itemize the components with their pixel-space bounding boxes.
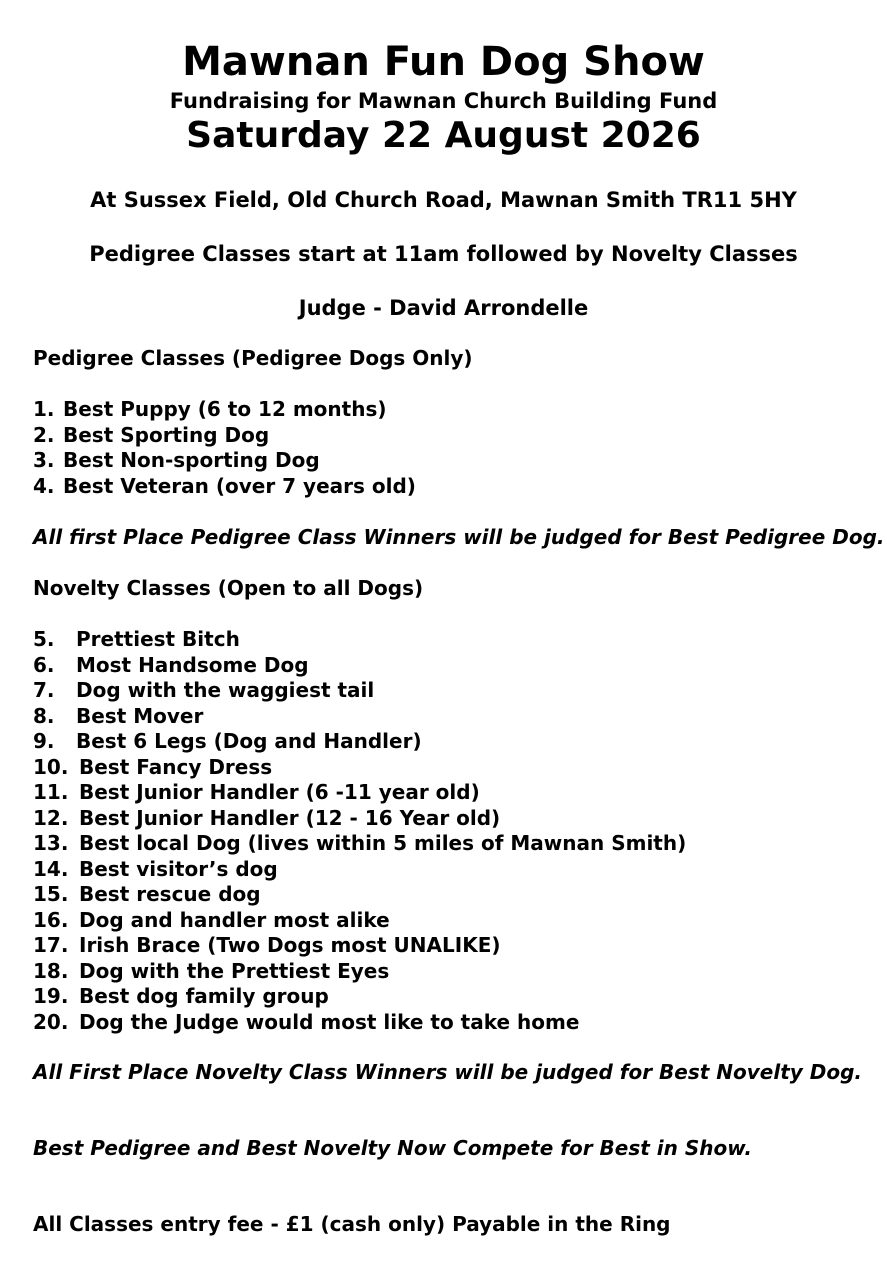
list-item	[33, 397, 416, 423]
item-label: Best visitor’s dog	[79, 856, 278, 881]
entry-fee-note: All Classes entry fee - £1 (cash only) Payable in the Ring	[33, 1212, 671, 1236]
list-item	[33, 729, 686, 755]
pedigree-class-list	[33, 397, 416, 499]
list-item	[33, 755, 686, 781]
item-number: 2.	[33, 422, 55, 447]
novelty-note: All First Place Novelty Class Winners will be judged for Best Novelty Dog.	[33, 1060, 863, 1084]
item-label: Best Junior Handler (6 -11 year old)	[79, 780, 480, 804]
event-judge: Judge - David Arrondelle	[298, 296, 589, 320]
item-label: Best dog family group	[79, 984, 329, 1008]
item-label: Dog with the Prettiest Eyes	[79, 958, 390, 983]
item-number: 10.	[33, 754, 69, 779]
item-label: Dog the Judge would most like to take home	[79, 1009, 580, 1034]
item-number: 13.	[33, 831, 69, 855]
item-number: 1.	[33, 397, 55, 421]
item-number: 3.	[33, 448, 55, 472]
item-number: 8.	[33, 703, 55, 728]
item-label: Best Non-sporting Dog	[63, 448, 320, 472]
item-label: Best Fancy Dress	[79, 754, 273, 779]
novelty-heading: Novelty Classes (Open to all Dogs)	[33, 576, 424, 600]
item-number: 17.	[33, 933, 69, 957]
event-date: Saturday 22 August 2026	[186, 115, 701, 156]
item-number: 5.	[33, 627, 55, 651]
item-number: 9.	[33, 729, 55, 753]
item-label: Dog and handler most alike	[79, 907, 390, 932]
item-number: 19.	[33, 984, 69, 1008]
event-schedule: Pedigree Classes start at 11am followed by Novelty Classes	[89, 242, 798, 266]
pedigree-note: All first Place Pedigree Class Winners will be judged for Best Pedigree Dog.	[33, 525, 885, 549]
item-label: Best Sporting Dog	[63, 422, 270, 447]
novelty-class-list	[33, 627, 686, 1035]
item-number: 16.	[33, 907, 69, 932]
item-number: 12.	[33, 805, 69, 830]
item-number: 15.	[33, 882, 69, 906]
item-number: 20.	[33, 1009, 69, 1034]
pedigree-heading: Pedigree Classes (Pedigree Dogs Only)	[33, 346, 473, 370]
list-item	[33, 448, 416, 474]
list-item	[33, 933, 686, 959]
list-item	[33, 653, 686, 679]
item-label: Best Mover	[76, 703, 204, 728]
item-number: 6.	[33, 652, 55, 677]
item-label: Best local Dog (lives within 5 miles of Mawnan Smith)	[79, 831, 687, 855]
event-location: At Sussex Field, Old Church Road, Mawnan Smith TR11 5HY	[90, 188, 797, 212]
item-label: Most Handsome Dog	[76, 652, 309, 677]
item-label: Best Veteran (over 7 years old)	[63, 473, 416, 498]
item-number: 14.	[33, 856, 69, 881]
list-item	[33, 908, 686, 934]
list-item	[33, 627, 686, 653]
list-item	[33, 474, 416, 500]
best-in-show-note: Best Pedigree and Best Novelty Now Compete for Best in Show.	[33, 1136, 752, 1160]
event-subtitle: Fundraising for Mawnan Church Building Fund	[169, 89, 718, 113]
list-item	[33, 423, 416, 449]
item-label: Best Puppy (6 to 12 months)	[63, 397, 387, 421]
item-label: Irish Brace (Two Dogs most UNALIKE)	[79, 933, 501, 957]
list-item	[33, 882, 686, 908]
list-item	[33, 704, 686, 730]
list-item	[33, 984, 686, 1010]
item-number: 11.	[33, 780, 69, 804]
item-label: Best Junior Handler (12 - 16 Year old)	[79, 805, 501, 830]
item-number: 18.	[33, 958, 69, 983]
item-label: Dog with the waggiest tail	[76, 678, 375, 702]
event-title: Mawnan Fun Dog Show	[182, 39, 705, 85]
list-item	[33, 806, 686, 832]
list-item	[33, 959, 686, 985]
item-label: Best rescue dog	[79, 882, 261, 906]
list-item	[33, 831, 686, 857]
item-label: Best 6 Legs (Dog and Handler)	[76, 729, 422, 753]
list-item	[33, 678, 686, 704]
item-label: Prettiest Bitch	[76, 627, 240, 651]
list-item	[33, 857, 686, 883]
item-number: 7.	[33, 678, 55, 702]
list-item	[33, 1010, 686, 1036]
item-number: 4.	[33, 473, 55, 498]
list-item	[33, 780, 686, 806]
